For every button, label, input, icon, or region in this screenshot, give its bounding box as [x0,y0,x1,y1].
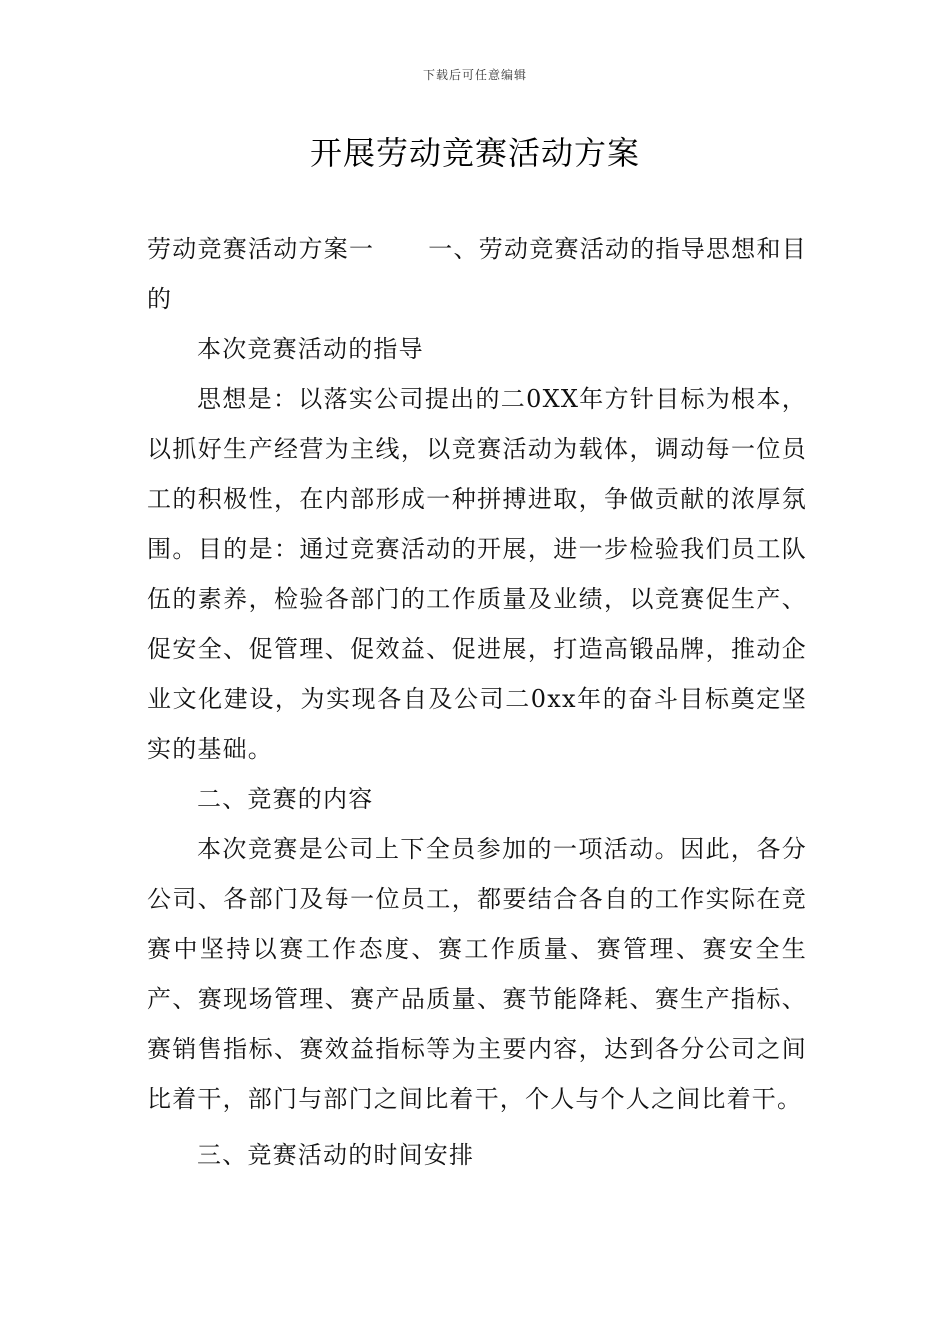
section3-heading: 三、竞赛活动的时间安排 [197,1141,475,1169]
header-note: 下载后可任意编辑 [422,68,527,82]
document-title: 开展劳动竞赛活动方案 [309,134,640,172]
intro-paragraph [147,224,807,324]
document-body [147,224,807,1180]
section2-heading: 二、竞赛的内容 [197,785,374,813]
section1-heading: 一、劳动竞赛活动的指导思想和目的 [147,235,807,313]
guidance-heading: 本次竞赛活动的指导 [197,335,424,363]
intro-left-text: 劳动竞赛活动方案一 [147,235,375,263]
guidance-paragraph: 思想是：以落实公司提出的二0XX年方针目标为根本，以抓好生产经营为主线，以竞赛活动为载体，调动每一位员工的积极性，在内部形成一种拼搏进取，争做贡献的浓厚氛围。目的是：通过竞赛活动的开展，进一步检验我们员工队伍的素养，检验各部门的工作质量及业绩，以竞赛促生产、促安全、促管理、促效益、促进展，打造高锻品牌，推动企业文化建设，为实现各自及公司二0xx年的奋斗目标奠定坚实的基础。 [147,385,807,763]
section2-paragraph: 本次竞赛是公司上下全员参加的一项活动。因此，各分公司、各部门及每一位员工，都要结合各自的工作实际在竞赛中坚持以赛工作态度、赛工作质量、赛管理、赛安全生产、赛现场管理、赛产品质量、赛节能降耗、赛生产指标、赛销售指标、赛效益指标等为主要内容，达到各分公司之间比着干，部门与部门之间比着干，个人与个人之间比着干。 [147,835,807,1113]
